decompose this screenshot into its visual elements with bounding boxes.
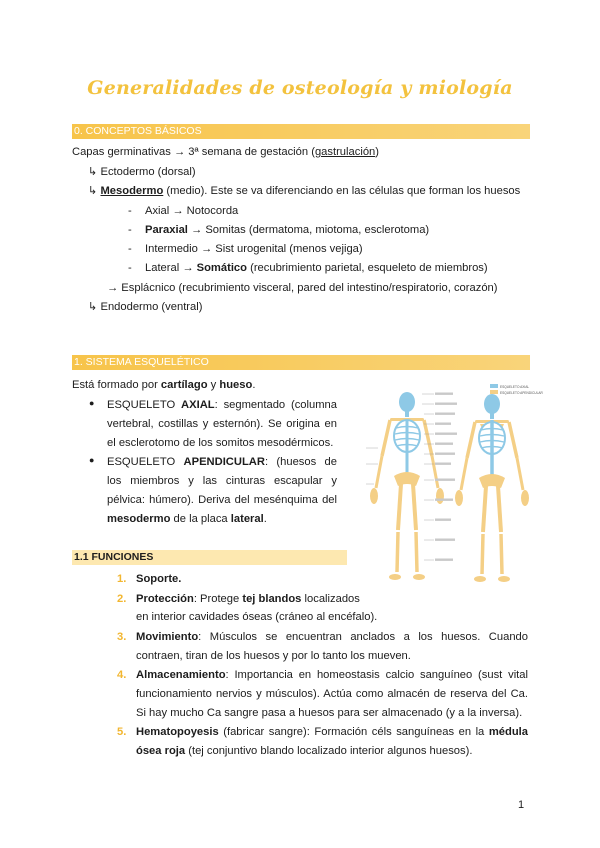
mesoderm-line: ↳ Mesodermo (medio). Este se va diferenciando en las células que forman los huesos [88,185,521,197]
lateral-line: Lateral → Somático (recubrimiento parietal, esqueleto de miembros) [145,262,488,274]
list-item-proteccion: Protección: Protege tej blandos localizados [136,593,360,605]
paraxial-line: Paraxial → Somitas (dermatoma, miotoma, esclerotoma) [145,224,430,236]
list-number: 4. [117,669,127,681]
ectoderm-line: ↳ Ectodermo (dorsal) [88,166,196,178]
list-number: 3. [117,631,127,643]
dash: - [128,243,132,255]
list-item-movimiento: Movimiento: Músculos se encuentran anclados a los huesos. Cuando contraen, tiran de los huesos y por lo tanto los mueven. [136,631,528,662]
legend-axial-swatch [490,384,498,388]
germ-layers-line: Capas germinativas → 3ª semana de gestación (gastrulación) [72,146,379,158]
endoderm-line: ↳ Endodermo (ventral) [88,301,203,313]
appendicular-skeleton-text: ESQUELETO APENDICULAR: (huesos de los miembros y las cinturas escapular y pélvica: húmero). Deriva del mesénquima del mesodermo de la placa lateral. [107,456,337,525]
section-heading-esqueletico: 1. SISTEMA ESQUELÉTICO [72,355,530,370]
skeleton-figure [362,380,543,590]
axial-line: Axial → Notocorda [145,205,239,217]
list-item-proteccion-cont: en interior cavidades óseas (cráneo al encéfalo). [136,611,378,623]
dash: - [128,224,132,236]
esplacnico-line: → Esplácnico (recubrimiento visceral, pared del intestino/respiratorio, corazón) [107,282,498,294]
axial-skeleton-text: ESQUELETO AXIAL: segmentado (columna vertebral, costillas y esternón). Se origina en el esclerotomo de los somitos mesodérmicos. [107,399,338,449]
section-heading-funciones: 1.1 FUNCIONES [72,550,347,565]
skeleton-intro: Está formado por cartílago y hueso. [72,379,256,391]
legend-apendicular-label: ESQUELETO APENDICULAR [500,391,543,395]
page-number: 1 [518,799,525,811]
intermedio-line: Intermedio → Sist urogenital (menos vejiga) [145,243,363,255]
list-item-hematopoyesis: Hematopoyesis (fabricar sangre): Formación céls sanguíneas en la médula ósea roja (tej conjuntivo blando localizado interior algunos huesos). [136,726,528,757]
section-heading-conceptos: 0. CONCEPTOS BÁSICOS [72,124,530,139]
bullet: ● [89,455,95,465]
dash: - [128,205,132,217]
page-title: Generalidades de osteología y miología [87,77,513,99]
list-number: 5. [117,726,127,738]
list-item-almacenamiento: Almacenamiento: Importancia en homeostasis calcio sanguíneo (sust vital funcionamiento nervios y músculos). Actúa como almacén de reserva del Ca. Si hay mucho Ca sangre pasa a huesos para ser almacenado (y a la inversa). [136,669,528,719]
bullet: ● [89,398,95,408]
list-item-soporte: Soporte. [136,573,182,585]
legend-axial-label: ESQUELETO AXIAL [500,385,530,389]
list-number: 1. [117,573,127,585]
legend-apendicular-swatch [490,390,498,394]
dash: - [128,262,132,274]
list-number: 2. [117,593,127,605]
